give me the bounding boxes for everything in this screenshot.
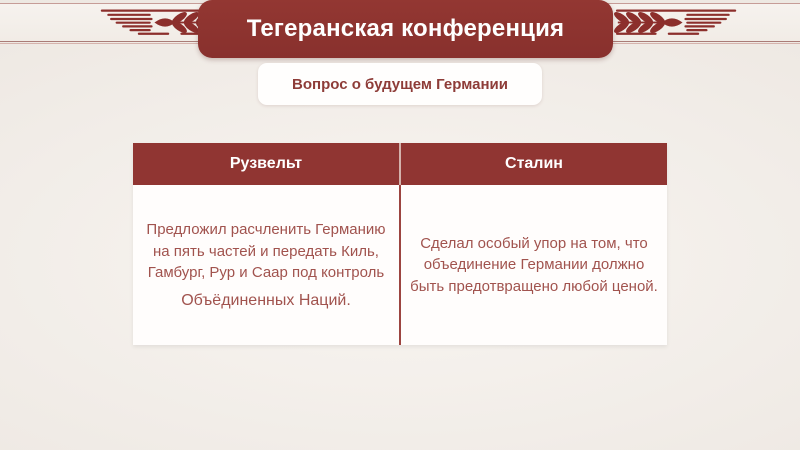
slide-title: Тегеранская конференция — [246, 15, 565, 42]
table-header-stalin: Сталин — [505, 155, 563, 172]
body-text-line: быть предотвращено любой ценой. — [410, 277, 658, 295]
title-banner — [198, 0, 613, 58]
roosevelt-paragraph — [146, 219, 385, 284]
subtitle-box — [258, 63, 542, 105]
body-text-line: Предложил расчленить Германию — [146, 221, 386, 238]
table-header-row — [133, 143, 667, 185]
slide-subtitle: Вопрос о будущем Германии — [292, 75, 508, 93]
body-text-line: на пять частей и передать Киль, — [153, 242, 379, 260]
wheat-ornament-right-icon — [612, 4, 742, 41]
table-header-roosevelt: Рузвельт — [229, 155, 303, 172]
table-body-row — [133, 185, 667, 345]
body-text-line: Сделал особый упор на том, что — [420, 234, 648, 252]
table-cell-roosevelt — [133, 185, 399, 345]
comparison-table — [133, 143, 667, 345]
body-text-line: объединение Германии должно — [423, 256, 645, 274]
body-text-line: Гамбург, Рур и Саар под контроль — [147, 264, 385, 281]
stalin-paragraph — [410, 233, 658, 298]
roosevelt-paragraph-emphasis: Объёдиненных Наций. — [181, 291, 351, 309]
table-cell-stalin — [401, 185, 667, 345]
